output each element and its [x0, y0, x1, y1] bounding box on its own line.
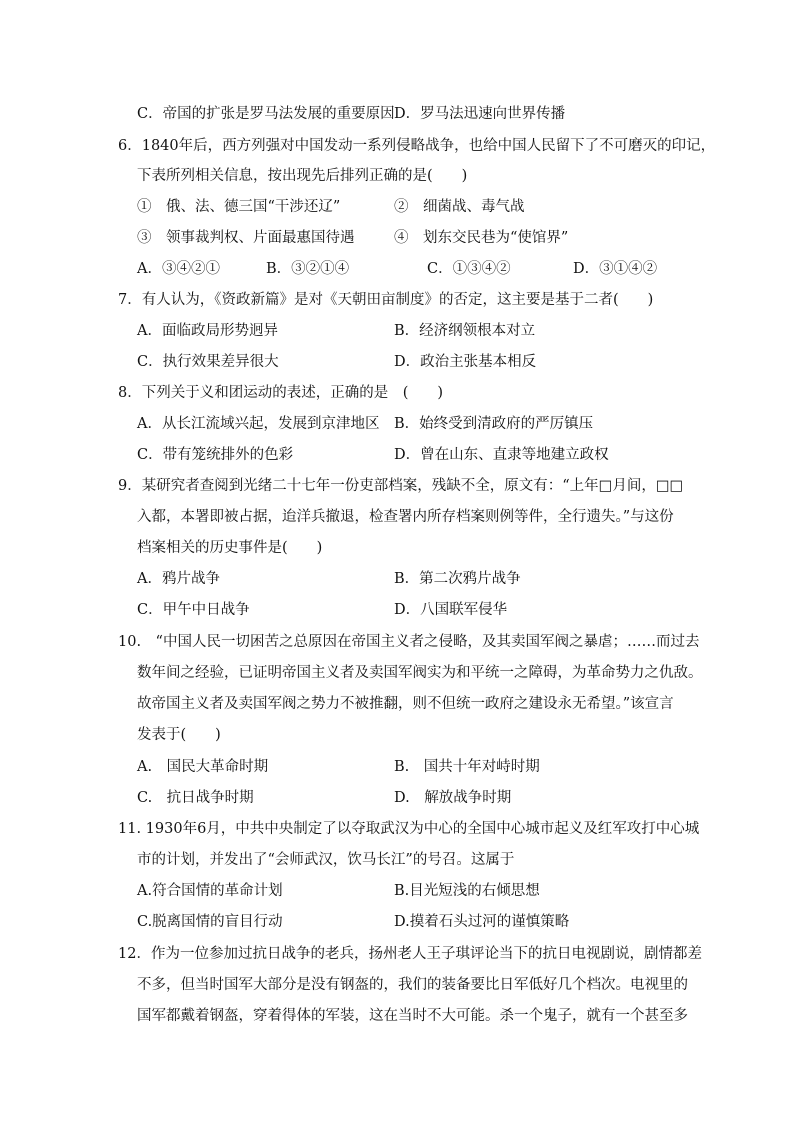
option-5c: C．帝国的扩张是罗马法发展的重要原因 — [137, 106, 395, 122]
question-6-stem-cont: 下表所列相关信息，按出现先后排列正确的是( ) — [137, 168, 468, 184]
question-8-stem: 8．下列关于义和团运动的表述，正确的是 ( ) — [118, 385, 444, 401]
option-10a: A. 国民大革命时期 — [137, 759, 269, 775]
option-10c: C. 抗日战争时期 — [137, 790, 254, 806]
question-12-stem-cont-2: 国军都戴着钢盔，穿着得体的军装，这在当时不大可能。杀一个鬼子，就有一个甚至多 — [137, 1008, 688, 1024]
option-11b: B.目光短浅的右倾思想 — [394, 883, 540, 899]
option-7c: C．执行效果差异很大 — [137, 354, 279, 370]
question-10-stem: 10. “中国人民一切困苦之总原因在帝国主义者之侵略，及其卖国军阀之暴虐；……而过去 — [118, 634, 700, 650]
question-7-stem: 7．有人认为，《资政新篇》是对《天朝田亩制度》的否定，这主要是基于二者( ) — [118, 292, 654, 308]
question-9-stem: 9．某研究者查阅到光绪二十七年一份吏部档案，残缺不全，原文有：“上年□月间，□□ — [118, 478, 684, 494]
question-11-stem-cont: 市的计划，并发出了“会师武汉，饮马长江”的号召。这属于 — [137, 852, 515, 868]
option-6a: A．③④②① — [137, 261, 220, 277]
option-6b: B．③②①④ — [266, 261, 350, 277]
option-7d: D．政治主张基本相反 — [394, 354, 537, 370]
question-10-stem-cont-3: 发表于( ) — [137, 727, 221, 743]
option-9b: B．第二次鸦片战争 — [394, 571, 521, 587]
question-11-stem: 11. 1930年6月，中共中央制定了以夺取武汉为中心的全国中心城市起义及红军攻打中心城 — [118, 821, 700, 837]
option-8a: A．从长江流域兴起，发展到京津地区 — [137, 416, 380, 432]
option-8b: B．始终受到清政府的严厉镇压 — [394, 416, 594, 432]
option-9d: D．八国联军侵华 — [394, 602, 508, 618]
question-10-stem-cont-2: 故帝国主义者及卖国军阀之势力不被推翻，则不但统一政府之建设永无希望。”该宣言 — [137, 696, 674, 712]
question-6-stem: 6．1840年后，西方列强对中国发动一系列侵略战争，也给中国人民留下了不可磨灭的印记， — [118, 138, 716, 154]
option-9a: A．鸦片战争 — [137, 571, 220, 587]
question-6-item-4: ④ 划东交民巷为“使馆界” — [394, 230, 569, 246]
question-6-item-2: ② 细菌战、毒气战 — [394, 199, 525, 215]
question-12-stem-cont-1: 不多，但当时国军大部分是没有钢盔的，我们的装备要比日军低好几个档次。电视里的 — [137, 977, 688, 993]
option-9c: C．甲午中日战争 — [137, 602, 250, 618]
question-9-stem-cont-2: 档案相关的历史事件是( ) — [137, 540, 323, 556]
option-6c: C．①③④② — [427, 261, 511, 277]
option-5d: D．罗马法迅速向世界传播 — [394, 106, 566, 122]
option-11c: C.脱离国情的盲目行动 — [137, 914, 283, 930]
option-10b: B. 国共十年对峙时期 — [394, 759, 540, 775]
question-10-stem-cont-1: 数年间之经验，已证明帝国主义者及卖国军阀实为和平统一之障碍，为革命势力之仇敌。 — [137, 665, 703, 681]
question-6-item-3: ③ 领事裁判权、片面最惠国待遇 — [137, 230, 355, 246]
option-10d: D. 解放战争时期 — [394, 790, 512, 806]
option-11a: A.符合国情的革命计划 — [137, 883, 283, 899]
question-12-stem: 12．作为一位参加过抗日战争的老兵，扬州老人王子琪评论当下的抗日电视剧说，剧情都差 — [118, 946, 702, 962]
question-9-stem-cont-1: 入都，本署即被占据，迨洋兵撤退，检查署内所存档案则例等件，全行遗失。”与这份 — [137, 509, 674, 525]
option-7a: A．面临政局形势迥异 — [137, 323, 278, 339]
option-7b: B．经济纲领根本对立 — [394, 323, 536, 339]
question-6-item-1: ① 俄、法、德三国“干涉还辽” — [137, 199, 341, 215]
option-8d: D．曾在山东、直隶等地建立政权 — [394, 447, 609, 463]
option-8c: C．带有笼统排外的色彩 — [137, 447, 294, 463]
option-11d: D.摸着石头过河的谨慎策略 — [394, 914, 570, 930]
option-6d: D．③①④② — [573, 261, 658, 277]
